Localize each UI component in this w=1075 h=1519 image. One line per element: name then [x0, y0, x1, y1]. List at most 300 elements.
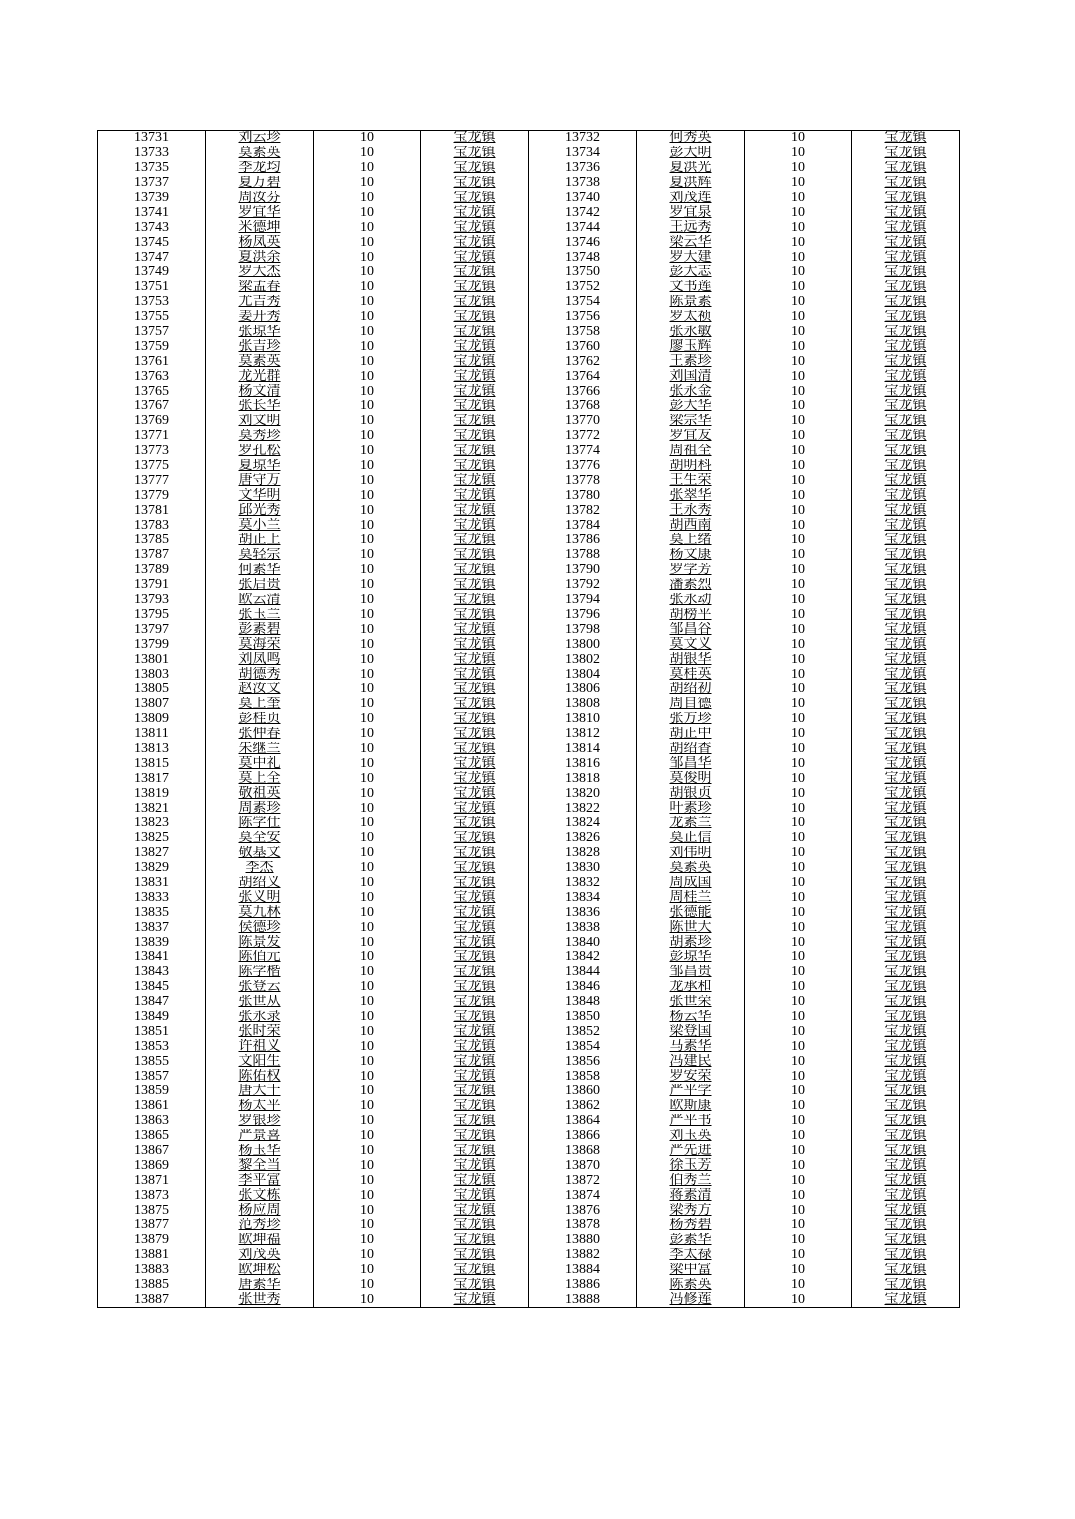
amount-cell: 10: [314, 1158, 421, 1173]
id-cell: 13770: [529, 414, 637, 429]
id-cell: 13871: [98, 1173, 206, 1188]
amount-cell: 10: [745, 354, 852, 369]
town-cell: 宝龙镇: [421, 503, 529, 518]
name-cell: 张启贵: [206, 578, 314, 593]
amount-cell: 10: [745, 593, 852, 608]
town-cell: 宝龙镇: [852, 622, 960, 637]
table-row: [98, 622, 960, 637]
town-cell: 宝龙镇: [852, 1099, 960, 1114]
amount-cell: 10: [314, 667, 421, 682]
town-cell: 宝龙镇: [852, 1173, 960, 1188]
id-cell: 13755: [98, 310, 206, 325]
name-cell: 刘云珍: [206, 131, 314, 146]
id-cell: 13821: [98, 801, 206, 816]
id-cell: 13767: [98, 399, 206, 414]
town-cell: 宝龙镇: [852, 950, 960, 965]
name-cell: 周汝芬: [206, 191, 314, 206]
name-cell: 李龙均: [206, 161, 314, 176]
amount-cell: 10: [314, 146, 421, 161]
name-cell: 张仲春: [206, 727, 314, 742]
name-cell: 李杰: [206, 861, 314, 876]
name-cell: 梁秀方: [637, 1203, 745, 1218]
amount-cell: 10: [314, 876, 421, 891]
id-cell: 13873: [98, 1188, 206, 1203]
amount-cell: 10: [314, 488, 421, 503]
id-cell: 13832: [529, 876, 637, 891]
name-cell: 李太禄: [637, 1248, 745, 1263]
id-cell: 13881: [98, 1248, 206, 1263]
id-cell: 13779: [98, 488, 206, 503]
name-cell: 周自德: [637, 697, 745, 712]
town-cell: 宝龙镇: [421, 1218, 529, 1233]
name-cell: 胡素珍: [637, 935, 745, 950]
name-cell: 周祖全: [637, 444, 745, 459]
town-cell: 宝龙镇: [421, 1010, 529, 1025]
town-cell: 宝龙镇: [421, 1158, 529, 1173]
id-cell: 13775: [98, 459, 206, 474]
id-cell: 13820: [529, 786, 637, 801]
amount-cell: 10: [314, 995, 421, 1010]
town-cell: 宝龙镇: [852, 831, 960, 846]
id-cell: 13737: [98, 176, 206, 191]
town-cell: 宝龙镇: [852, 995, 960, 1010]
name-cell: 侯德珍: [206, 920, 314, 935]
id-cell: 13842: [529, 950, 637, 965]
name-cell: 张世荣: [637, 995, 745, 1010]
town-cell: 宝龙镇: [421, 548, 529, 563]
table-row: [98, 593, 960, 608]
name-cell: 张文栋: [206, 1188, 314, 1203]
town-cell: 宝龙镇: [852, 1054, 960, 1069]
id-cell: 13866: [529, 1129, 637, 1144]
town-cell: 宝龙镇: [421, 459, 529, 474]
town-cell: 宝龙镇: [852, 980, 960, 995]
name-cell: 邹昌华: [637, 756, 745, 771]
amount-cell: 10: [314, 444, 421, 459]
table-row: [98, 1039, 960, 1054]
name-cell: 严平书: [637, 1114, 745, 1129]
name-cell: 张世从: [206, 995, 314, 1010]
amount-cell: 10: [314, 280, 421, 295]
id-cell: 13766: [529, 384, 637, 399]
town-cell: 宝龙镇: [852, 488, 960, 503]
amount-cell: 10: [314, 1144, 421, 1159]
table-row: [98, 1158, 960, 1173]
town-cell: 宝龙镇: [852, 354, 960, 369]
id-cell: 13841: [98, 950, 206, 965]
name-cell: 张翠华: [637, 488, 745, 503]
table-row: [98, 548, 960, 563]
name-cell: 文华明: [206, 488, 314, 503]
amount-cell: 10: [745, 905, 852, 920]
table-row: [98, 727, 960, 742]
id-cell: 13839: [98, 935, 206, 950]
table-row: [98, 816, 960, 831]
town-cell: 宝龙镇: [421, 816, 529, 831]
table-row: [98, 1233, 960, 1248]
town-cell: 宝龙镇: [421, 1203, 529, 1218]
town-cell: 宝龙镇: [421, 1233, 529, 1248]
town-cell: 宝龙镇: [852, 1292, 960, 1307]
amount-cell: 10: [745, 384, 852, 399]
amount-cell: 10: [314, 310, 421, 325]
amount-cell: 10: [314, 191, 421, 206]
town-cell: 宝龙镇: [421, 220, 529, 235]
id-cell: 13734: [529, 146, 637, 161]
name-cell: 王远秀: [637, 220, 745, 235]
name-cell: 杨应周: [206, 1203, 314, 1218]
town-cell: 宝龙镇: [421, 369, 529, 384]
name-cell: 刘茂连: [637, 191, 745, 206]
name-cell: 严先进: [637, 1144, 745, 1159]
table-row: [98, 771, 960, 786]
name-cell: 赵汝文: [206, 682, 314, 697]
id-cell: 13853: [98, 1039, 206, 1054]
id-cell: 13868: [529, 1144, 637, 1159]
amount-cell: 10: [745, 1263, 852, 1278]
table-row: [98, 325, 960, 340]
town-cell: 宝龙镇: [852, 637, 960, 652]
table-row: [98, 1218, 960, 1233]
name-cell: 刘凤鸣: [206, 652, 314, 667]
id-cell: 13817: [98, 771, 206, 786]
table-row: [98, 1010, 960, 1025]
amount-cell: 10: [314, 250, 421, 265]
name-cell: 莫素英: [206, 354, 314, 369]
amount-cell: 10: [314, 890, 421, 905]
town-cell: 宝龙镇: [852, 369, 960, 384]
name-cell: 许祖义: [206, 1039, 314, 1054]
id-cell: 13776: [529, 459, 637, 474]
table-row: [98, 742, 960, 757]
id-cell: 13828: [529, 846, 637, 861]
town-cell: 宝龙镇: [421, 756, 529, 771]
amount-cell: 10: [314, 1248, 421, 1263]
town-cell: 宝龙镇: [421, 667, 529, 682]
amount-cell: 10: [745, 1278, 852, 1293]
town-cell: 宝龙镇: [852, 220, 960, 235]
id-cell: 13794: [529, 593, 637, 608]
amount-cell: 10: [745, 1218, 852, 1233]
name-cell: 欧云清: [206, 593, 314, 608]
id-cell: 13772: [529, 429, 637, 444]
name-cell: 彭大志: [637, 265, 745, 280]
town-cell: 宝龙镇: [852, 548, 960, 563]
town-cell: 宝龙镇: [852, 771, 960, 786]
amount-cell: 10: [314, 1084, 421, 1099]
town-cell: 宝龙镇: [852, 846, 960, 861]
id-cell: 13837: [98, 920, 206, 935]
id-cell: 13845: [98, 980, 206, 995]
amount-cell: 10: [745, 161, 852, 176]
table-row: [98, 861, 960, 876]
id-cell: 13798: [529, 622, 637, 637]
town-cell: 宝龙镇: [421, 980, 529, 995]
name-cell: 杨云华: [637, 1010, 745, 1025]
town-cell: 宝龙镇: [852, 295, 960, 310]
name-cell: 蒋素清: [637, 1188, 745, 1203]
id-cell: 13836: [529, 905, 637, 920]
table-row: [98, 756, 960, 771]
name-cell: 胡绍初: [637, 682, 745, 697]
name-cell: 欧坤福: [206, 1233, 314, 1248]
id-cell: 13823: [98, 816, 206, 831]
town-cell: 宝龙镇: [852, 1084, 960, 1099]
id-cell: 13763: [98, 369, 206, 384]
amount-cell: 10: [745, 667, 852, 682]
town-cell: 宝龙镇: [852, 1024, 960, 1039]
town-cell: 宝龙镇: [421, 1278, 529, 1293]
town-cell: 宝龙镇: [852, 250, 960, 265]
town-cell: 宝龙镇: [852, 459, 960, 474]
town-cell: 宝龙镇: [852, 191, 960, 206]
table-row: [98, 473, 960, 488]
id-cell: 13739: [98, 191, 206, 206]
name-cell: 梁孟春: [206, 280, 314, 295]
id-cell: 13831: [98, 876, 206, 891]
town-cell: 宝龙镇: [852, 965, 960, 980]
town-cell: 宝龙镇: [852, 861, 960, 876]
name-cell: 莫文义: [637, 637, 745, 652]
name-cell: 敬祖英: [206, 786, 314, 801]
town-cell: 宝龙镇: [852, 161, 960, 176]
id-cell: 13758: [529, 325, 637, 340]
amount-cell: 10: [314, 1292, 421, 1307]
amount-cell: 10: [745, 652, 852, 667]
table-row: [98, 1188, 960, 1203]
amount-cell: 10: [314, 1010, 421, 1025]
id-cell: 13750: [529, 265, 637, 280]
name-cell: 莫上全: [206, 771, 314, 786]
town-cell: 宝龙镇: [421, 518, 529, 533]
town-cell: 宝龙镇: [852, 1069, 960, 1084]
id-cell: 13863: [98, 1114, 206, 1129]
amount-cell: 10: [314, 473, 421, 488]
name-cell: 罗孔松: [206, 444, 314, 459]
name-cell: 欧坤松: [206, 1263, 314, 1278]
name-cell: 胡银华: [637, 652, 745, 667]
amount-cell: 10: [745, 1024, 852, 1039]
table-row: [98, 459, 960, 474]
name-cell: 尤吉秀: [206, 295, 314, 310]
id-cell: 13884: [529, 1263, 637, 1278]
id-cell: 13826: [529, 831, 637, 846]
amount-cell: 10: [314, 578, 421, 593]
name-cell: 罗太祯: [637, 310, 745, 325]
town-cell: 宝龙镇: [421, 935, 529, 950]
table-row: [98, 235, 960, 250]
table-row: [98, 920, 960, 935]
name-cell: 张时荣: [206, 1024, 314, 1039]
id-cell: 13807: [98, 697, 206, 712]
table-row: [98, 399, 960, 414]
id-cell: 13856: [529, 1054, 637, 1069]
name-cell: 梁宗华: [637, 414, 745, 429]
amount-cell: 10: [314, 786, 421, 801]
amount-cell: 10: [745, 727, 852, 742]
amount-cell: 10: [314, 1039, 421, 1054]
amount-cell: 10: [314, 1218, 421, 1233]
name-cell: 胡榜平: [637, 608, 745, 623]
town-cell: 宝龙镇: [421, 608, 529, 623]
id-cell: 13876: [529, 1203, 637, 1218]
name-cell: 莫中礼: [206, 756, 314, 771]
id-cell: 13888: [529, 1292, 637, 1307]
town-cell: 宝龙镇: [852, 1144, 960, 1159]
id-cell: 13753: [98, 295, 206, 310]
name-cell: 罗大杰: [206, 265, 314, 280]
amount-cell: 10: [314, 771, 421, 786]
amount-cell: 10: [745, 1069, 852, 1084]
amount-cell: 10: [745, 220, 852, 235]
amount-cell: 10: [745, 637, 852, 652]
table-row: [98, 578, 960, 593]
amount-cell: 10: [314, 622, 421, 637]
amount-cell: 10: [745, 146, 852, 161]
table-row: [98, 488, 960, 503]
amount-cell: 10: [314, 980, 421, 995]
id-cell: 13768: [529, 399, 637, 414]
amount-cell: 10: [314, 1278, 421, 1293]
amount-cell: 10: [745, 1203, 852, 1218]
id-cell: 13783: [98, 518, 206, 533]
name-cell: 龙光群: [206, 369, 314, 384]
town-cell: 宝龙镇: [852, 384, 960, 399]
name-cell: 刘伟明: [637, 846, 745, 861]
name-cell: 张玉兰: [206, 608, 314, 623]
id-cell: 13857: [98, 1069, 206, 1084]
name-cell: 张永敏: [637, 325, 745, 340]
name-cell: 陈学楷: [206, 965, 314, 980]
name-cell: 龙素兰: [637, 816, 745, 831]
name-cell: 胡明科: [637, 459, 745, 474]
town-cell: 宝龙镇: [421, 846, 529, 861]
table-row: [98, 176, 960, 191]
amount-cell: 10: [314, 295, 421, 310]
name-cell: 莫海荣: [206, 637, 314, 652]
town-cell: 宝龙镇: [421, 637, 529, 652]
town-cell: 宝龙镇: [421, 905, 529, 920]
town-cell: 宝龙镇: [852, 280, 960, 295]
id-cell: 13849: [98, 1010, 206, 1025]
amount-cell: 10: [745, 697, 852, 712]
amount-cell: 10: [745, 295, 852, 310]
town-cell: 宝龙镇: [421, 161, 529, 176]
town-cell: 宝龙镇: [852, 756, 960, 771]
name-cell: 张永动: [637, 593, 745, 608]
id-cell: 13812: [529, 727, 637, 742]
table-row: [98, 220, 960, 235]
id-cell: 13806: [529, 682, 637, 697]
amount-cell: 10: [745, 131, 852, 146]
id-cell: 13814: [529, 742, 637, 757]
amount-cell: 10: [314, 220, 421, 235]
table-row: [98, 1263, 960, 1278]
table-row: [98, 652, 960, 667]
id-cell: 13874: [529, 1188, 637, 1203]
amount-cell: 10: [745, 399, 852, 414]
amount-cell: 10: [314, 399, 421, 414]
town-cell: 宝龙镇: [852, 786, 960, 801]
town-cell: 宝龙镇: [421, 1173, 529, 1188]
town-cell: 宝龙镇: [421, 876, 529, 891]
amount-cell: 10: [314, 1188, 421, 1203]
id-cell: 13802: [529, 652, 637, 667]
town-cell: 宝龙镇: [421, 339, 529, 354]
amount-cell: 10: [314, 205, 421, 220]
town-cell: 宝龙镇: [421, 965, 529, 980]
amount-cell: 10: [745, 846, 852, 861]
table-row: [98, 191, 960, 206]
town-cell: 宝龙镇: [421, 1129, 529, 1144]
town-cell: 宝龙镇: [421, 399, 529, 414]
town-cell: 宝龙镇: [421, 1263, 529, 1278]
id-cell: 13815: [98, 756, 206, 771]
name-cell: 敬基文: [206, 846, 314, 861]
town-cell: 宝龙镇: [852, 518, 960, 533]
id-cell: 13848: [529, 995, 637, 1010]
amount-cell: 10: [314, 905, 421, 920]
amount-cell: 10: [745, 533, 852, 548]
name-cell: 彭桂贞: [206, 712, 314, 727]
name-cell: 王生荣: [637, 473, 745, 488]
name-cell: 彭大华: [637, 399, 745, 414]
town-cell: 宝龙镇: [852, 444, 960, 459]
name-cell: 胡西南: [637, 518, 745, 533]
amount-cell: 10: [314, 1054, 421, 1069]
id-cell: 13760: [529, 339, 637, 354]
name-cell: 黎全当: [206, 1158, 314, 1173]
table-row: [98, 801, 960, 816]
name-cell: 罗安荣: [637, 1069, 745, 1084]
amount-cell: 10: [745, 339, 852, 354]
amount-cell: 10: [314, 1069, 421, 1084]
table-row: [98, 1129, 960, 1144]
amount-cell: 10: [314, 1173, 421, 1188]
amount-cell: 10: [314, 742, 421, 757]
town-cell: 宝龙镇: [421, 622, 529, 637]
name-cell: 胡银贞: [637, 786, 745, 801]
name-cell: 罗银珍: [206, 1114, 314, 1129]
amount-cell: 10: [314, 414, 421, 429]
amount-cell: 10: [314, 369, 421, 384]
town-cell: 宝龙镇: [421, 1039, 529, 1054]
id-cell: 13852: [529, 1024, 637, 1039]
amount-cell: 10: [745, 1084, 852, 1099]
name-cell: 莫上绪: [637, 533, 745, 548]
amount-cell: 10: [745, 429, 852, 444]
amount-cell: 10: [745, 861, 852, 876]
town-cell: 宝龙镇: [421, 1144, 529, 1159]
name-cell: 罗宜泉: [637, 205, 745, 220]
town-cell: 宝龙镇: [852, 667, 960, 682]
amount-cell: 10: [745, 920, 852, 935]
town-cell: 宝龙镇: [852, 816, 960, 831]
amount-cell: 10: [314, 697, 421, 712]
name-cell: 周成国: [637, 876, 745, 891]
table-row: [98, 563, 960, 578]
amount-cell: 10: [745, 1248, 852, 1263]
amount-cell: 10: [314, 176, 421, 191]
amount-cell: 10: [745, 816, 852, 831]
table-row: [98, 384, 960, 399]
id-cell: 13886: [529, 1278, 637, 1293]
name-cell: 张琼华: [206, 325, 314, 340]
amount-cell: 10: [314, 608, 421, 623]
name-cell: 杨秀碧: [637, 1218, 745, 1233]
amount-cell: 10: [745, 235, 852, 250]
id-cell: 13877: [98, 1218, 206, 1233]
